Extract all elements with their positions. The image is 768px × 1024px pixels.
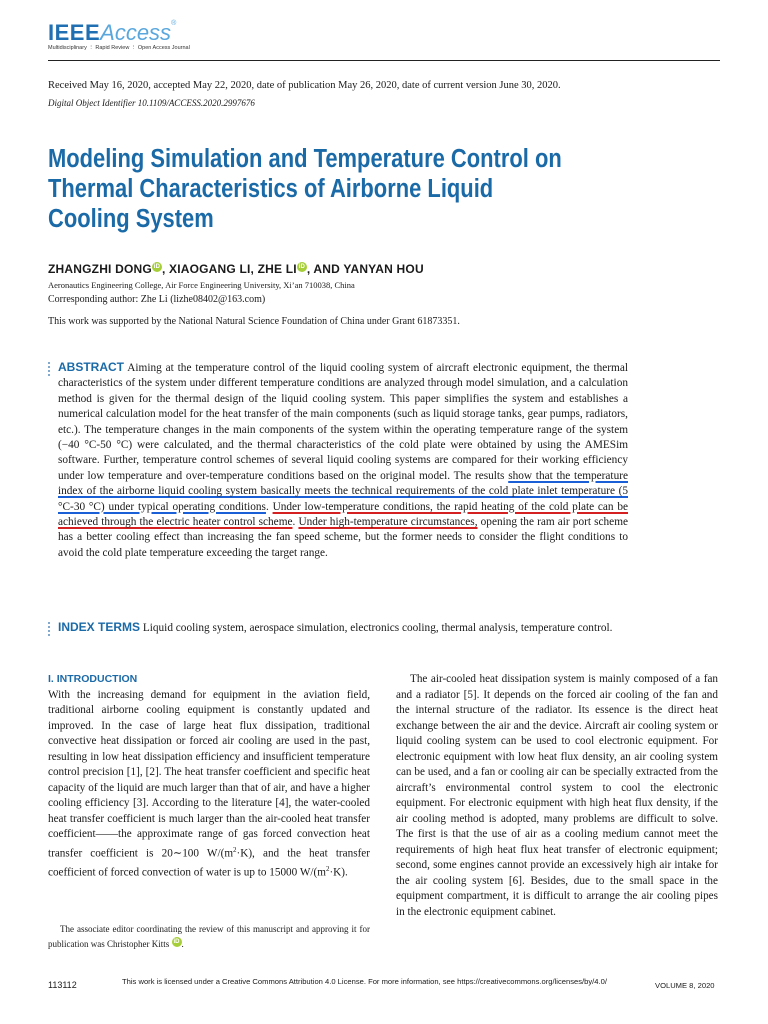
paragraph: With the increasing demand for equipment in the aviation field, traditional airborne cooling equipment is constantly updated and improved. In the case of large heat flux dissipation, traditional convective heat dissipation or forced air cooling are used in the past, resulting in low heat dissipation efficiency and insufficient temperature control precision [1], [2]. The heat transfer coefficient and specific heat capacity of the liquid are much larger than that of air, and have a higher cooling efficiency [3]. According to the literature [4], the water-cooled heat transfer coefficient is much larger than the air-cooled heat transfer coefficient——the approximate range of gas forced convection heat transfer coefficient is 20∼100 $W/(m^2\cdot K)$, and the heat transfer coefficient of forced convection of water is up to 15000 $W/(m^2\cdot K)$. <box>48 688 370 879</box>
funding-statement: This work was supported by the National Natural Science Foundation of China under Grant 61873351. <box>48 316 460 327</box>
author-li-li: , XIAOGANG LI, ZHE LI <box>161 262 297 276</box>
orcid-icon[interactable]: iD <box>298 264 306 270</box>
page-number: 113112 <box>48 980 77 990</box>
highlight-red-1: Under low-temperature conditions, the rapid heating of the cold plate can be achieved through the electric heater control scheme <box>58 500 628 529</box>
highlight-blue: show that the temperature index of the airborne liquid cooling system basically meets the technical requirements of the cold plate inlet temperature (5 °C-30 °C) under typical operating conditions <box>58 469 628 513</box>
section-dots-icon <box>47 622 51 638</box>
editor-footnote: The associate editor coordinating the review of this manuscript and approving it for publication was Christopher Kitts iD . <box>48 924 371 949</box>
corresponding-author: Corresponding author: Zhe Li (lizhe08402@163.com) <box>48 294 266 305</box>
logo-ieee-text: IEEE <box>48 20 101 45</box>
abstract: ABSTRACT Aiming at the temperature control of the liquid cooling system of aircraft electronic equipment, the thermal characteristics of the system under different temperature conditions are analyzed through model simulation, and a calculation method is given for the thermal design of the liquid cooling system. This paper simplifies the system and establishes a numerical calculation model for the heat transfer of the main components (such as liquid storage tanks, gear pumps, radiators, etc.). The temperature changes in the main components of the system within the operating temperature range of the system (−40 °C-50 °C) were calculated, and the thermal characteristics of the cold plate were obtained by using the AMESim software. Further, temperature control schemes of several liquid cooling systems are compared for their working efficiency under low temperature and over-temperature conditions based on the original model. The results show that the temperature index of the airborne liquid cooling system basically meets the technical requirements of the cold plate inlet temperature (5 °C-30 °C) under typical operating conditions. Under low-temperature conditions, the rapid heating of the cold plate can be achieved through the electric heater control scheme. Under high-temperature circumstances, opening the ram air port scheme has a better cooling effect than increasing the fan speed scheme, but the former needs to consider the flight conditions to avoid the cold plate temperature exceeding the target range. <box>58 360 628 559</box>
orcid-icon[interactable]: iD <box>173 939 180 945</box>
highlight-red-2: Under high-temperature circumstances, <box>298 516 478 529</box>
abstract-label: ABSTRACT <box>58 360 124 374</box>
body-column-right <box>396 672 718 920</box>
body-column-left <box>48 672 370 881</box>
journal-tagline: Multidisciplinary ⋮ Rapid Review ⋮ Open Access Journal <box>48 45 190 51</box>
orcid-icon[interactable]: iD <box>153 264 161 270</box>
paragraph: The air-cooled heat dissipation system is mainly composed of a fan and a radiator [5]. It depends on the forced air cooling of the fan and the internal structure of the radiator. Its essence is the direct heat exchange between the air and the device. Aircraft air cooling system or liquid cooling system can be used to cool electronic equipment. For electronic equipment with low heat flux density, an air cooling system can be used, and a fan or cooling air can be specially extracted from the aircraft’s environmental control system to cool the electronic equipment. For electronic equipment with high heat flux density, if the air cooling method is adopted, many problems are difficult to solve. The first is that the use of air as a cooling medium cannot meet the requirements of high heat flux heat transfer of electronic equipment; second, some engines cannot provide an excessively high air intake for the air cooling system [6]. Besides, due to the small space in the equipment compartment, it is difficult to arrange the air cooling pipes in the electronic equipment cabinet. <box>396 673 718 918</box>
section-heading-introduction: I. INTRODUCTION <box>48 673 138 685</box>
volume-label: VOLUME 8, 2020 <box>655 981 715 990</box>
paper-title: Modeling Simulation and Temperature Control on Thermal Characteristics of Airborne Liquid Cooling System <box>48 145 562 233</box>
logo-access-text: Access <box>100 20 172 45</box>
header-rule <box>48 60 720 61</box>
affiliation: Aeronautics Engineering College, Air Force Engineering University, Xi’an 710038, China <box>48 280 355 290</box>
journal-logo: IEEEAccess® <box>48 20 177 45</box>
section-dots-icon <box>47 362 51 378</box>
author-hou: , AND YANYAN HOU <box>306 262 424 276</box>
index-terms-label: INDEX TERMS <box>58 620 141 634</box>
received-dates: Received May 16, 2020, accepted May 22, 2020, date of publication May 26, 2020, date of current version June 30, 2020. <box>48 80 561 91</box>
doi-line: Digital Object Identifier 10.1109/ACCESS.2020.2997676 <box>48 98 255 108</box>
license-note[interactable]: This work is licensed under a Creative Commons Attribution 4.0 License. For more information, see https://creativecommons.org/licenses/by/4.0/ <box>122 977 607 986</box>
author-dong: ZHANGZHI DONG <box>48 262 152 276</box>
index-terms: INDEX TERMS Liquid cooling system, aerospace simulation, electronics cooling, thermal analysis, temperature control. <box>58 620 613 634</box>
author-list <box>48 262 424 276</box>
